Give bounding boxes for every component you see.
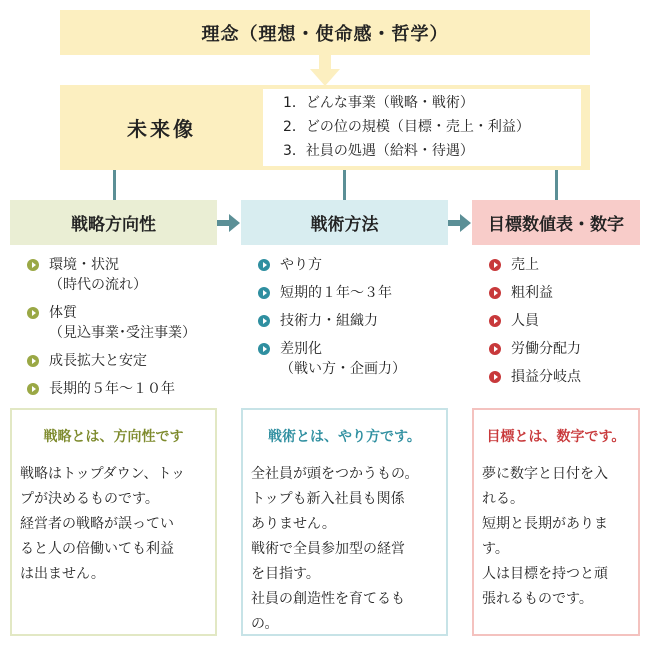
bullet-icon	[27, 307, 39, 319]
bullet-icon	[489, 287, 501, 299]
tactics-list	[258, 255, 448, 387]
header-tactics	[241, 200, 448, 245]
bullet-icon	[489, 315, 501, 327]
strategy-description-title: 戦略とは、方向性です	[43, 429, 184, 445]
strategy-list	[27, 255, 217, 407]
targets-description-text: 夢に数字と日付を入 れる。 短期と長期がありま す。 人は目標を持つと頑 張れるものです。	[482, 466, 608, 607]
header-targets	[472, 200, 640, 245]
list-item: 売上	[489, 255, 639, 275]
bullet-icon	[489, 371, 501, 383]
right-arrow-icon	[217, 213, 241, 233]
targets-list	[489, 255, 639, 395]
list-item: 粗利益	[489, 283, 639, 303]
strategy-description-text: 戦略はトップダウン、トッ プが決めるものです。 経営者の戦略が誤ってい ると人の倍働いても利益 は出ません。	[20, 466, 186, 582]
vision-item: 1．どんな事業（戦略・戦術）	[283, 95, 474, 111]
list-item: 損益分岐点	[489, 367, 639, 387]
targets-description-title: 目標とは、数字です。	[486, 429, 626, 445]
bullet-icon	[489, 343, 501, 355]
list-item: 長期的５年～１０年	[27, 379, 217, 399]
vision-title: 未来像	[127, 117, 196, 141]
bullet-icon	[258, 287, 270, 299]
bullet-icon	[258, 343, 270, 355]
header-strategy	[10, 200, 217, 245]
list-item: 成長拡大と安定	[27, 351, 217, 371]
tactics-description-text: 全社員が頭をつかうもの。 トップも新入社員も関係 ありません。 戦術で全員参加型の経営 を目指す。 社員の創造性を育てるも の。	[251, 466, 419, 632]
bullet-icon	[27, 259, 39, 271]
header-targets-label: 目標数値表・数字	[488, 215, 624, 235]
list-item: 差別化 （戦い方・企画力）	[258, 339, 448, 379]
bullet-icon	[489, 259, 501, 271]
vision-list	[263, 89, 581, 166]
list-item: 労働分配力	[489, 339, 639, 359]
down-arrow-icon	[309, 55, 341, 87]
tactics-description-box	[241, 408, 448, 636]
bullet-icon	[27, 355, 39, 367]
list-item: 環境・状況 （時代の流れ）	[27, 255, 217, 295]
tactics-description-title: 戦術とは、やり方です。	[268, 429, 421, 445]
strategy-description-box	[10, 408, 217, 636]
bullet-icon	[258, 259, 270, 271]
header-tactics-label: 戦術方法	[310, 215, 379, 235]
list-item: 技術力・組織力	[258, 311, 448, 331]
bullet-icon	[27, 383, 39, 395]
bullet-icon	[258, 315, 270, 327]
connector-line	[555, 170, 558, 200]
philosophy-title: 理念（理想・使命感・哲学）	[201, 23, 449, 45]
header-strategy-label: 戦略方向性	[71, 215, 156, 235]
list-item: 体質 （見込事業･受注事業）	[27, 303, 217, 343]
connector-line	[343, 170, 346, 200]
connector-line	[113, 170, 116, 200]
list-item: やり方	[258, 255, 448, 275]
targets-description-box	[472, 408, 640, 636]
vision-item: 3．社員の処遇（給料・待遇）	[283, 143, 474, 159]
right-arrow-icon	[448, 213, 472, 233]
list-item: 短期的１年～３年	[258, 283, 448, 303]
philosophy-box	[60, 10, 590, 55]
list-item: 人員	[489, 311, 639, 331]
vision-item: 2．どの位の規模（目標・売上・利益）	[283, 119, 530, 135]
